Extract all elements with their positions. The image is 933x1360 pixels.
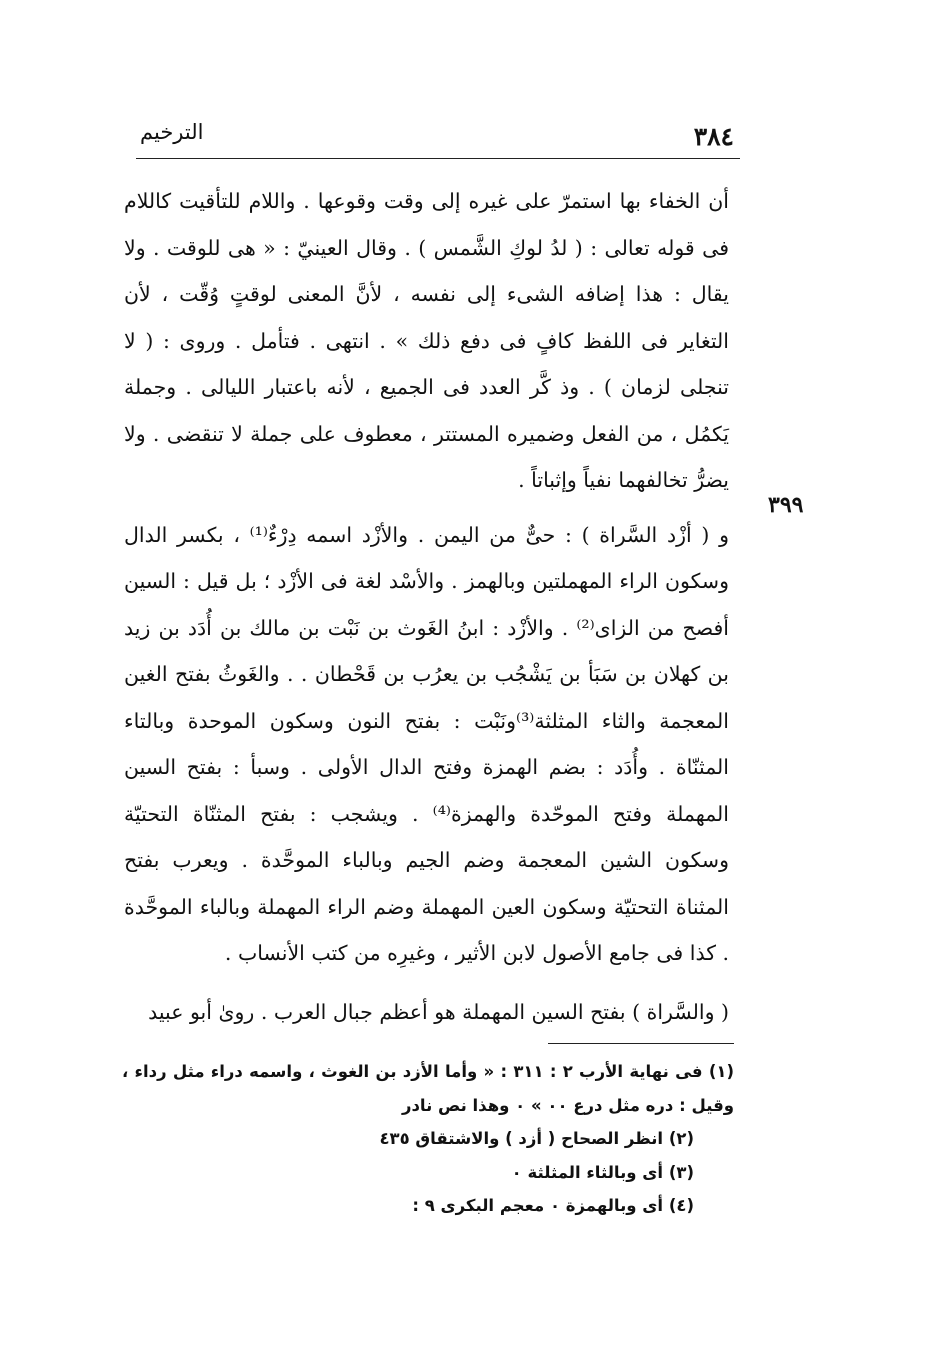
main-text [124,178,729,1035]
footnote-divider [548,1043,734,1044]
paragraph: ( والسَّراة ) بفتح السين المهملة هو أعظم جبال العرب . روىٰ أبو عبيد [148,999,729,1024]
footnote: (٢) انظر الصحاح ( أزد ) والاشتقاق ٤٣٥ [379,1129,694,1148]
footnotes [122,1055,734,1223]
footnote: (١) فى نهاية الأرب ٢ : ٣١١ : « وأما الأزد بن الغوث ، واسمه دراء مثل رداء ، وقيل : دره مثل درع ٠٠ » ٠ وهذا نص نادر [122,1062,735,1115]
running-title: الترخيم [140,120,204,144]
paragraph: أن الخفاء بها استمرّ على غيره إلى وقت وقوعها . واللام للتأقيت كاللام فى قوله تعالى : ( لدُ لوكِ الشَّمس ) . وقال العينيّ : « هى للوقت . ولا يقال : هذا إضافه الشىء إلى نفسه ، لأنَّ المعنى لوقتٍ وُقّت ، لأن التغاير فى اللفظ كافٍ فى دفع ذلك » . انتهى . فتأمل . وروى : ( لا تنجلى لزمان ) . وذ كَّر العدد فى الجميع ، لأنه باعتبار الليالى . وجملة يَكمُل ، من الفعل وضميره المستتر ، معطوف على جملة لا تنقضى . ولا يضرُّ تخالفهما نفياً وإثباتاً . [124,189,729,492]
margin-reference-number: ٣٩٩ [768,492,804,518]
footnote: (٤) أى وبالهمزة ٠ معجم البكرى ٩ : [412,1196,694,1215]
page-number: ٣٨٤ [693,122,734,151]
page-header [136,118,740,159]
paragraph: و ( أزْد السَّراة ) : حىٌّ من اليمن . والأزْد اسمه دِرْءٌ⁽¹⁾ ، بكسر الدال وسكون الراء المهملتين وبالهمز . والأسْد لغة فى الأزْد ؛ بل قيل : السين أفصح من الزاى⁽²⁾ . والأزْد : ابنُ الغَوث بن نَبْت بن مالك بن أُدَد بن زيد بن كهلان بن سَبَأ بن يَشْجُب بن يعرُب بن قَحْطان . . والغَوثُ بفتح الغين المعجمة والثاء المثلثة⁽³⁾ونَبْت : بفتح النون وسكون الموحدة وبالتاء المثنّاة . وأُدَد : بضم الهمزة وفتح الدال الأولى . وسبأ : بفتح السين المهملة وفتح الموحّدة والهمزة⁽⁴⁾ . ويشجب : بفتح المثنّاة التحتيّة وسكون الشين المعجمة وضم الجيم وبالباء الموحَّدة . ويعرب بفتح المثناة التحتيّة وسكون العين المهملة وضم الراء المهملة وبالباء الموحَّدة . كذا فى جامع الأصول لابن الأثير ، وغيرِه من كتب الأنساب . [124,522,730,965]
footnote: (٣) أى وبالثاء المثلثة ٠ [511,1162,694,1182]
